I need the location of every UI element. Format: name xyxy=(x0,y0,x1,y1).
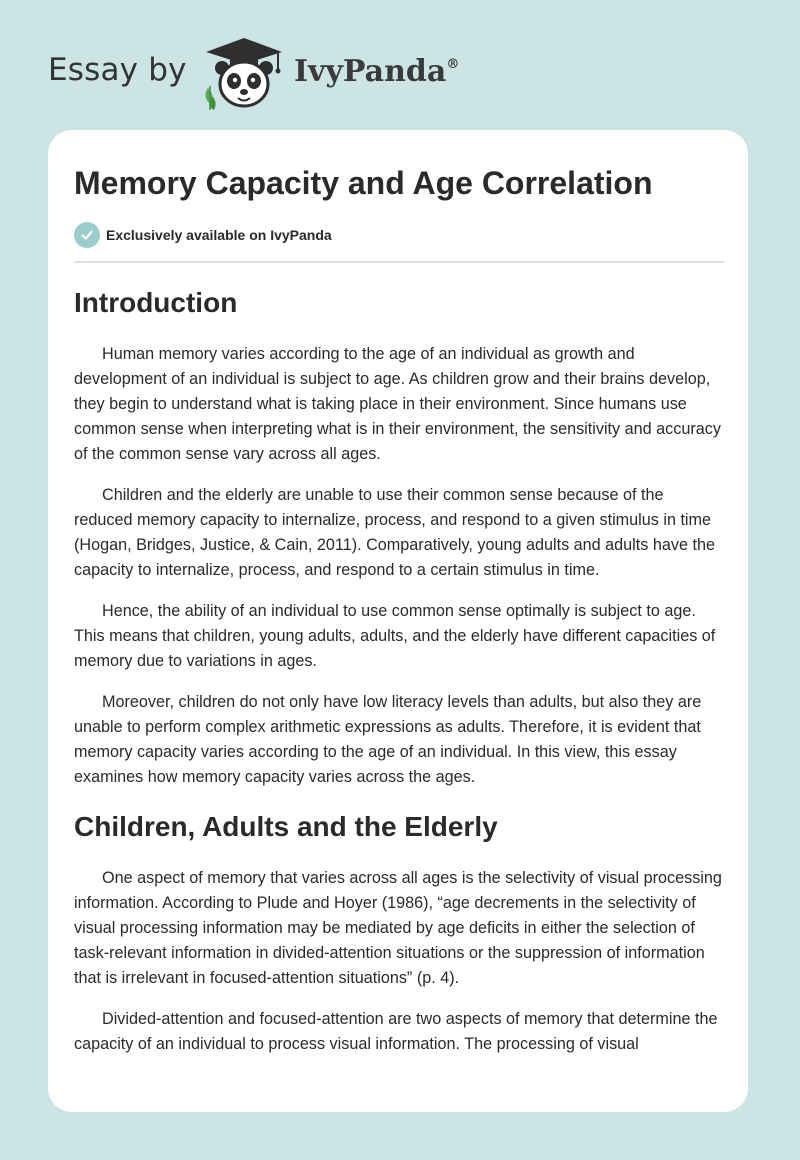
section-heading: Introduction xyxy=(74,287,238,318)
registered-mark: ® xyxy=(446,57,460,72)
ivypanda-logo-icon[interactable] xyxy=(200,36,288,110)
essay-card xyxy=(48,130,748,1112)
paragraph: Moreover, children do not only have low literacy levels than adults, but also they are unable to perform complex arithmetic expressions as adults. Therefore, it is evident that memory capacity varies according to the age of an individual. In this view, this essay examines how memory capacity varies across the ages. xyxy=(74,693,702,786)
exclusive-badge xyxy=(74,222,332,248)
badge-label: Exclusively available on IvyPanda xyxy=(106,227,332,243)
check-icon xyxy=(74,222,100,248)
paragraph: Human memory varies according to the age of an individual as growth and development of an individual is subject to age. As children grow and their brains develop, they begin to understand what is taking place in their environment. Since humans use common sense when interpreting what is in their environment, the sensitivity and accuracy of the common sense vary across all ages. xyxy=(74,345,721,463)
site-header xyxy=(48,36,508,110)
paragraph: Divided-attention and focused-attention are two aspects of memory that determine the capacity of an individual to process visual information. The processing of visual xyxy=(74,1010,718,1053)
section-heading: Children, Adults and the Elderly xyxy=(74,811,498,842)
essay-body xyxy=(74,278,724,1057)
paragraph: Hence, the ability of an individual to use common sense optimally is subject to age. This means that children, young adults, adults, and the elderly have different capacities of memory due to variations in ages. xyxy=(74,602,716,670)
paragraph: One aspect of memory that varies across all ages is the selectivity of visual processing information. According to Plude and Hoyer (1986), “age decrements in the selectivity of visual processing information may be mediated by age deficits in either the selection of task-relevant information in divided-attention situations or the suppression of information that is irrelevant in focused-attention situations” (p. 4). xyxy=(74,869,722,987)
paragraph: Children and the elderly are unable to use their common sense because of the reduced memory capacity to internalize, process, and respond to a given stimulus in time (Hogan, Bridges, Justice, & Cain, 2011). Comparatively, young adults and adults have the capacity to internalize, process, and respond to a certain stimulus in time. xyxy=(74,486,715,579)
page-title: Memory Capacity and Age Correlation xyxy=(74,165,653,201)
divider xyxy=(74,261,724,263)
brand-name: IvyPanda® xyxy=(294,54,460,89)
essay-by-label: Essay by xyxy=(48,52,187,88)
